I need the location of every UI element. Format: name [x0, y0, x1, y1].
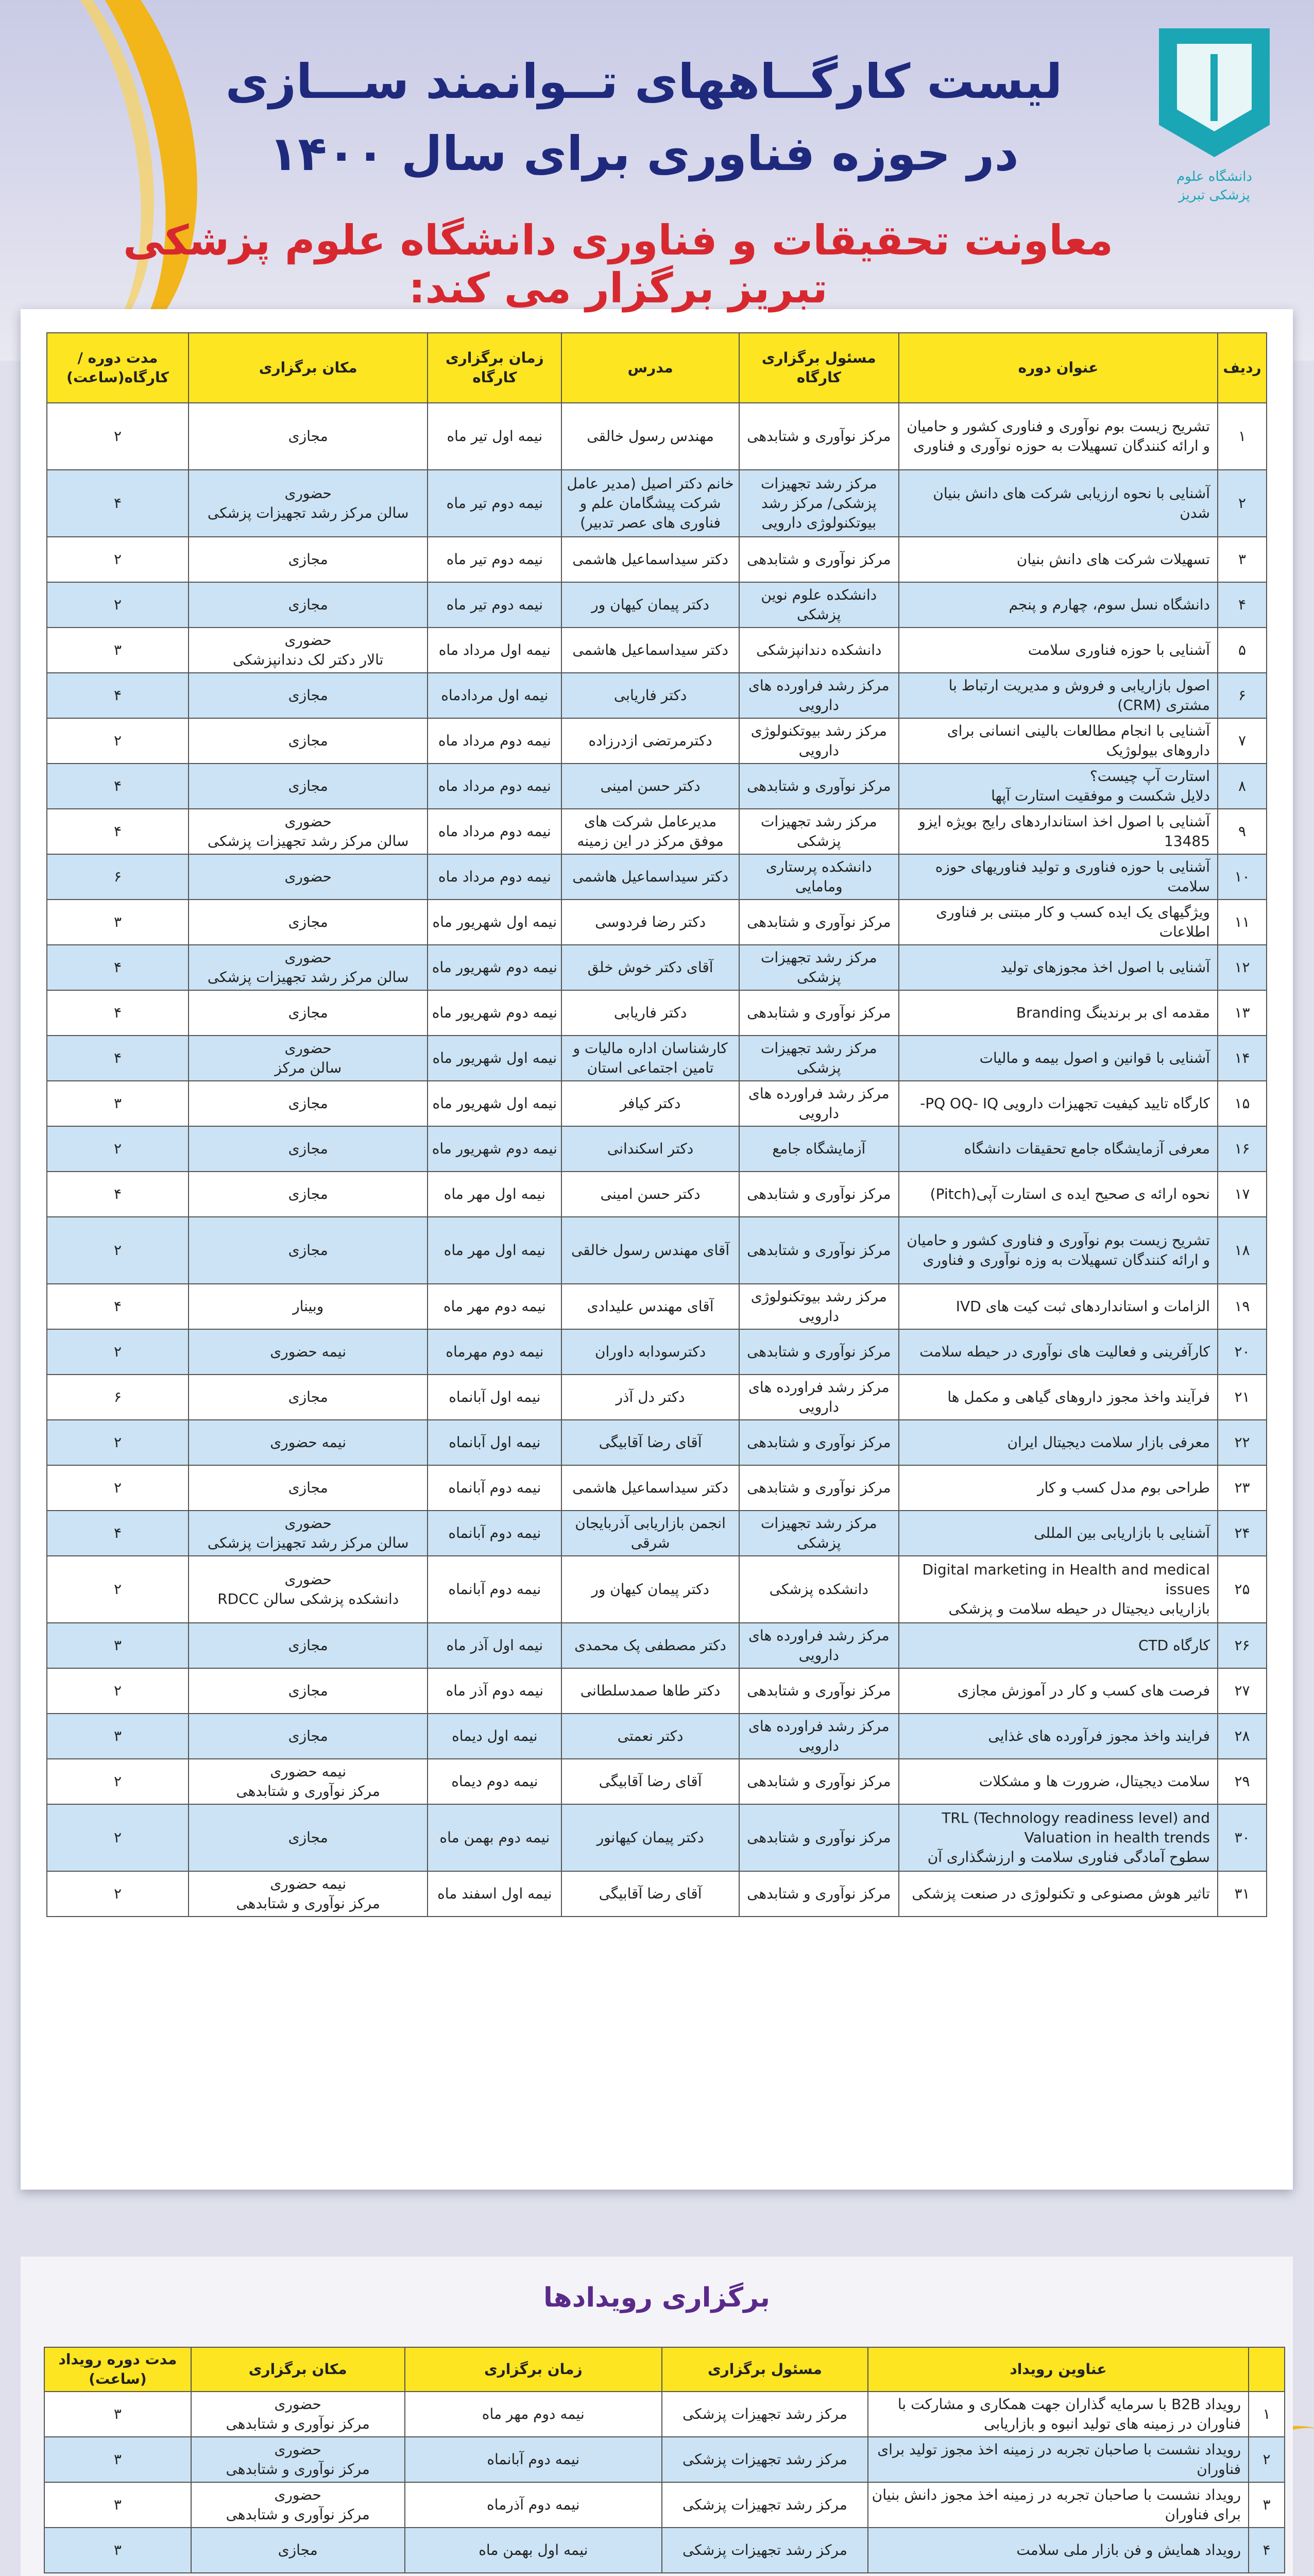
- events-title: برگزاری رویدادها: [543, 2282, 770, 2313]
- cell-location: حضوری مرکز نوآوری و شتابدهی: [191, 2392, 405, 2437]
- cell-row-number: ۳۱: [1218, 1871, 1267, 1917]
- cell-date: نیمه دوم آبانماه: [428, 1465, 561, 1511]
- cell-course-title: فرایند واخذ مجوز فرآورده های غذایی: [899, 1714, 1218, 1759]
- cell-date: نیمه اول مرداد ماه: [428, 628, 561, 673]
- cell-location: حضوری سالن مرکز: [189, 1036, 428, 1081]
- table-row: [47, 809, 1267, 854]
- table-row: [47, 1623, 1267, 1668]
- cell-duration: ۲: [47, 1217, 189, 1284]
- cell-location: مجازی: [189, 1172, 428, 1217]
- table-row: [44, 2528, 1285, 2573]
- cell-row-number: ۴: [1218, 582, 1267, 628]
- cell-instructor: دکتر رضا فردوسی: [561, 900, 739, 945]
- cell-organizer: مرکز نوآوری و شتابدهی: [739, 403, 899, 470]
- cell-row-number: ۷: [1218, 718, 1267, 764]
- cell-event-title: رویداد نشست با صاحبان تجربه در زمینه اخذ مجوز دانش بنیان برای فناوران: [868, 2482, 1249, 2528]
- cell-event-title: رویداد B2B با سرمایه گذاران جهت همکاری و مشارکت با فناوران در زمینه های تولید انبوه و بازاریابی: [868, 2392, 1249, 2437]
- cell-course-title: الزامات و استانداردهای ثبت کیت های IVD: [899, 1284, 1218, 1329]
- cell-row-number: ۱۱: [1218, 900, 1267, 945]
- cell-date: نیمه دوم مهر ماه: [405, 2392, 662, 2437]
- cell-organizer: مرکز رشد فراورده های دارویی: [739, 673, 899, 718]
- cell-date: نیمه دوم شهریور ماه: [428, 1126, 561, 1172]
- cell-location: مجازی: [191, 2528, 405, 2573]
- cell-row-number: ۲۴: [1218, 1511, 1267, 1556]
- cell-instructor: آقای مهندس رسول خالقی: [561, 1217, 739, 1284]
- cell-date: نیمه اول شهریور ماه: [428, 1081, 561, 1126]
- cell-row-number: ۲۱: [1218, 1375, 1267, 1420]
- cell-event-title: رویداد همایش و فن بازار ملی سلامت: [868, 2528, 1249, 2573]
- cell-date: نیمه اول شهریور ماه: [428, 900, 561, 945]
- cell-organizer: مرکز رشد فراورده های دارویی: [739, 1081, 899, 1126]
- cell-location: حضوری: [189, 854, 428, 900]
- cell-date: نیمه دوم مرداد ماه: [428, 718, 561, 764]
- cell-date: نیمه دوم شهریور ماه: [428, 990, 561, 1036]
- cell-instructor: دکتر سیداسماعیل هاشمی: [561, 1465, 739, 1511]
- cell-location: نیمه حضوری: [189, 1329, 428, 1375]
- cell-location: حضوری مرکز نوآوری و شتابدهی: [191, 2482, 405, 2528]
- table-row: [47, 1036, 1267, 1081]
- cell-duration: ۲: [47, 537, 189, 582]
- cell-location: مجازی: [189, 1804, 428, 1871]
- cell-course-title: تشریح زیست بوم نوآوری و فناوری کشور و حامیان و ارائه کنندگان تسهیلات به وزه نوآوری و فناوری: [899, 1217, 1218, 1284]
- caduceus-icon: [1210, 54, 1218, 121]
- cell-duration: ۴: [47, 809, 189, 854]
- cell-organizer: مرکز نوآوری و شتابدهی: [739, 1804, 899, 1871]
- cell-organizer: مرکز نوآوری و شتابدهی: [739, 1217, 899, 1284]
- cell-location: حضوری تالار دکتر لک دندانپزشکی: [189, 628, 428, 673]
- cell-location: مجازی: [189, 1375, 428, 1420]
- cell-duration: ۶: [47, 854, 189, 900]
- cell-instructor: آقای رضا آقابیگی: [561, 1871, 739, 1917]
- cell-location: حضوری سالن مرکز رشد تجهیزات پزشکی: [189, 809, 428, 854]
- events-table: [44, 2347, 1285, 2573]
- cell-row-number: ۳: [1218, 537, 1267, 582]
- cell-row-number: ۲۵: [1218, 1556, 1267, 1623]
- cell-organizer: مرکز رشد تجهیزات پزشکی: [739, 1036, 899, 1081]
- cell-instructor: مهندس رسول خالقی: [561, 403, 739, 470]
- cell-course-title: معرفی آزمایشگاه جامع تحقیقات دانشگاه: [899, 1126, 1218, 1172]
- column-header-event-title: عناوین رویداد: [868, 2347, 1249, 2392]
- table-row: [47, 1714, 1267, 1759]
- cell-course-title: فرآیند واخذ مجوز داروهای گیاهی و مکمل ها: [899, 1375, 1218, 1420]
- cell-course-title: TRL (Technology readiness level) and Valuation in health trends سطوح آمادگی فناوری سلامت و ارزشگذاری آن: [899, 1804, 1218, 1871]
- cell-instructor: دکتر اسکندانی: [561, 1126, 739, 1172]
- cell-duration: ۳: [47, 900, 189, 945]
- cell-duration: ۳: [44, 2437, 191, 2482]
- cell-instructor: دکتر کیافر: [561, 1081, 739, 1126]
- cell-date: نیمه دوم آذرماه: [405, 2482, 662, 2528]
- cell-date: نیمه دوم تیر ماه: [428, 582, 561, 628]
- cell-date: نیمه دوم مرداد ماه: [428, 809, 561, 854]
- cell-organizer: مرکز نوآوری و شتابدهی: [739, 1759, 899, 1804]
- cell-date: نیمه دوم بهمن ماه: [428, 1804, 561, 1871]
- cell-duration: ۴: [47, 1511, 189, 1556]
- table-row: [47, 1217, 1267, 1284]
- cell-instructor: انجمن بازاریابی آذربایجان شرقی: [561, 1511, 739, 1556]
- cell-date: نیمه دوم آبانماه: [428, 1511, 561, 1556]
- cell-instructor: دکترسودابه داوران: [561, 1329, 739, 1375]
- cell-organizer: مرکز نوآوری و شتابدهی: [739, 900, 899, 945]
- cell-organizer: مرکز رشد فراورده های دارویی: [739, 1375, 899, 1420]
- table-row: [47, 582, 1267, 628]
- cell-course-title: معرفی بازار سلامت دیجیتال ایران: [899, 1420, 1218, 1465]
- cell-location: مجازی: [189, 1623, 428, 1668]
- cell-row-number: ۱۷: [1218, 1172, 1267, 1217]
- cell-row-number: ۲۷: [1218, 1668, 1267, 1714]
- cell-course-title: کارآفرینی و فعالیت های نوآوری در حیطه سلامت: [899, 1329, 1218, 1375]
- table-row: [47, 1511, 1267, 1556]
- cell-location: حضوری سالن مرکز رشد تجهیزات پزشکی: [189, 1511, 428, 1556]
- cell-date: نیمه دوم مهرماه: [428, 1329, 561, 1375]
- cell-instructor: دکتر سیداسماعیل هاشمی: [561, 537, 739, 582]
- cell-row-number: ۲: [1218, 470, 1267, 537]
- cell-duration: ۴: [47, 1284, 189, 1329]
- cell-course-title: کارگاه تایید کیفیت تجهیزات دارویی PQ OQ- IQ-: [899, 1081, 1218, 1126]
- cell-location: مجازی: [189, 582, 428, 628]
- cell-duration: ۲: [47, 403, 189, 470]
- cell-organizer: دانشکده علوم نوین پزشکی: [739, 582, 899, 628]
- cell-date: نیمه اول مهر ماه: [428, 1217, 561, 1284]
- workshops-table: [46, 332, 1267, 1917]
- cell-date: نیمه دوم آبانماه: [405, 2437, 662, 2482]
- cell-duration: ۲: [47, 1126, 189, 1172]
- cell-duration: ۲: [47, 1329, 189, 1375]
- cell-duration: ۳: [44, 2482, 191, 2528]
- cell-duration: ۴: [47, 470, 189, 537]
- cell-location: مجازی: [189, 1714, 428, 1759]
- cell-row-number: ۱۴: [1218, 1036, 1267, 1081]
- cell-course-title: آشنایی با حوزه فناوری سلامت: [899, 628, 1218, 673]
- table-row: [47, 1804, 1267, 1871]
- cell-instructor: دکتر سیداسماعیل هاشمی: [561, 854, 739, 900]
- cell-organizer: دانشکده دندانپزشکی: [739, 628, 899, 673]
- cell-duration: ۳: [47, 1714, 189, 1759]
- cell-location: مجازی: [189, 1081, 428, 1126]
- cell-event-title: رویداد نشست با صاحبان تجربه در زمینه اخذ مجوز تولید برای فناوران: [868, 2437, 1249, 2482]
- cell-instructor: دکتر نعمتی: [561, 1714, 739, 1759]
- cell-organizer: مرکز نوآوری و شتابدهی: [739, 1172, 899, 1217]
- cell-instructor: دکتر پیمان کیهان ور: [561, 582, 739, 628]
- cell-location: مجازی: [189, 1126, 428, 1172]
- table-row: [47, 403, 1267, 470]
- table-row: [44, 2437, 1285, 2482]
- cell-row-number: ۳: [1249, 2482, 1285, 2528]
- cell-duration: ۲: [47, 1465, 189, 1511]
- cell-date: نیمه اول آذر ماه: [428, 1623, 561, 1668]
- column-header-row-number: ردیف: [1218, 333, 1267, 403]
- table-row: [47, 1329, 1267, 1375]
- cell-duration: ۴: [47, 764, 189, 809]
- cell-duration: ۲: [47, 1804, 189, 1871]
- cell-location: حضوری سالن مرکز رشد تجهیزات پزشکی: [189, 470, 428, 537]
- table-row: [47, 718, 1267, 764]
- cell-organizer: مرکز رشد فراورده های دارویی: [739, 1714, 899, 1759]
- cell-instructor: دکتر مصطفی پک محمدی: [561, 1623, 739, 1668]
- cell-date: نیمه دوم مرداد ماه: [428, 854, 561, 900]
- cell-instructor: دکتر پیمان کیهان ور: [561, 1556, 739, 1623]
- cell-organizer: مرکز نوآوری و شتابدهی: [739, 1668, 899, 1714]
- table-row: [47, 945, 1267, 990]
- table-row: [47, 854, 1267, 900]
- cell-row-number: ۸: [1218, 764, 1267, 809]
- cell-instructor: آقای رضا آقابیگی: [561, 1420, 739, 1465]
- cell-organizer: مرکز نوآوری و شتابدهی: [739, 1329, 899, 1375]
- cell-organizer: مرکز نوآوری و شتابدهی: [739, 990, 899, 1036]
- cell-course-title: تاثیر هوش مصنوعی و تکنولوژی در صنعت پزشکی: [899, 1871, 1218, 1917]
- cell-organizer: مرکز نوآوری و شتابدهی: [739, 1420, 899, 1465]
- cell-row-number: ۲۰: [1218, 1329, 1267, 1375]
- cell-location: مجازی: [189, 764, 428, 809]
- cell-location: مجازی: [189, 1465, 428, 1511]
- table-row: [47, 764, 1267, 809]
- table-row: [44, 2482, 1285, 2528]
- cell-course-title: آشنایی با حوزه فناوری و تولید فناوریهای حوزه سلامت: [899, 854, 1218, 900]
- cell-organizer: دانشکده پزشکی: [739, 1556, 899, 1623]
- cell-instructor: خانم دکتر اصیل (مدیر عامل شرکت پیشگامان علم و فناوری های عصر تدبیر): [561, 470, 739, 537]
- table-row: [47, 1420, 1267, 1465]
- cell-duration: ۴: [47, 945, 189, 990]
- cell-course-title: آشنایی با اصول اخذ استانداردهای رایج بویژه ایزو 13485: [899, 809, 1218, 854]
- cell-date: نیمه دوم تیر ماه: [428, 537, 561, 582]
- cell-duration: ۲: [47, 1556, 189, 1623]
- cell-location: نیمه حضوری مرکز نوآوری و شتابدهی: [189, 1759, 428, 1804]
- column-header-duration: مدت دوره /کارگاه(ساعت): [47, 333, 189, 403]
- cell-instructor: دکتر طاها صمدسلطانی: [561, 1668, 739, 1714]
- cell-organizer: مرکز رشد فراورده های دارویی: [739, 1623, 899, 1668]
- cell-course-title: طراحی بوم مدل کسب و کار: [899, 1465, 1218, 1511]
- cell-course-title: تسهیلات شرکت های دانش بنیان: [899, 537, 1218, 582]
- cell-location: حضوری مرکز نوآوری و شتابدهی: [191, 2437, 405, 2482]
- cell-date: نیمه اول مردادماه: [428, 673, 561, 718]
- cell-date: نیمه دوم تیر ماه: [428, 470, 561, 537]
- cell-instructor: دکترمرتضی ازدرزاده: [561, 718, 739, 764]
- cell-row-number: ۱۶: [1218, 1126, 1267, 1172]
- cell-row-number: ۱۵: [1218, 1081, 1267, 1126]
- cell-organizer: مرکز نوآوری و شتابدهی: [739, 1465, 899, 1511]
- cell-course-title: آشنایی با نحوه ارزیابی شرکت های دانش بنیان شدن: [899, 470, 1218, 537]
- cell-organizer: مرکز رشد تجهیزات پزشکی: [662, 2392, 868, 2437]
- column-header-date: زمان برگزاری: [405, 2347, 662, 2392]
- cell-location: مجازی: [189, 1217, 428, 1284]
- cell-location: مجازی: [189, 537, 428, 582]
- cell-duration: ۴: [47, 1172, 189, 1217]
- cell-row-number: ۲۲: [1218, 1420, 1267, 1465]
- cell-organizer: مرکز رشد تجهیزات پزشکی: [662, 2528, 868, 2573]
- column-header-location: مکان برگزاری: [189, 333, 428, 403]
- table-row: [47, 537, 1267, 582]
- cell-date: نیمه اول آبانماه: [428, 1420, 561, 1465]
- cell-location: نیمه حضوری: [189, 1420, 428, 1465]
- column-header-row-number: [1249, 2347, 1285, 2392]
- cell-row-number: ۶: [1218, 673, 1267, 718]
- cell-duration: ۴: [47, 1036, 189, 1081]
- cell-duration: ۲: [47, 582, 189, 628]
- cell-row-number: ۳۰: [1218, 1804, 1267, 1871]
- cell-row-number: ۱۰: [1218, 854, 1267, 900]
- cell-duration: ۲: [47, 1759, 189, 1804]
- cell-duration: ۳: [47, 628, 189, 673]
- table-row: [47, 1172, 1267, 1217]
- cell-location: مجازی: [189, 990, 428, 1036]
- cell-row-number: ۲۸: [1218, 1714, 1267, 1759]
- cell-date: نیمه دوم آبانماه: [428, 1556, 561, 1623]
- cell-instructor: دکتر دل آذر: [561, 1375, 739, 1420]
- column-header-organizer: مسئول برگزاری: [662, 2347, 868, 2392]
- cell-course-title: استارت آپ چیست؟ دلایل شکست و موفقیت استارت آپها: [899, 764, 1218, 809]
- cell-date: نیمه دوم آذر ماه: [428, 1668, 561, 1714]
- cell-date: نیمه اول شهریور ماه: [428, 1036, 561, 1081]
- cell-instructor: مدیرعامل شرکت های موفق مرکز در این زمینه: [561, 809, 739, 854]
- column-header-location: مکان برگزاری: [191, 2347, 405, 2392]
- cell-organizer: مرکز رشد بیوتکنولوژی دارویی: [739, 1284, 899, 1329]
- cell-duration: ۴: [47, 673, 189, 718]
- column-header-organizer: مسئول برگزاری کارگاه: [739, 333, 899, 403]
- cell-location: مجازی: [189, 403, 428, 470]
- university-logo: [1159, 28, 1270, 214]
- cell-organizer: آزمایشگاه جامع: [739, 1126, 899, 1172]
- cell-instructor: آقای دکتر خوش خلق: [561, 945, 739, 990]
- table-row: [47, 1668, 1267, 1714]
- cell-organizer: مرکز نوآوری و شتابدهی: [739, 537, 899, 582]
- cell-course-title: کارگاه CTD: [899, 1623, 1218, 1668]
- cell-date: نیمه دوم دیماه: [428, 1759, 561, 1804]
- cell-duration: ۴: [47, 990, 189, 1036]
- cell-organizer: مرکز رشد تجهیزات پزشکی: [739, 809, 899, 854]
- cell-course-title: آشنایی با قوانین و اصول بیمه و مالیات: [899, 1036, 1218, 1081]
- cell-date: نیمه اول تیر ماه: [428, 403, 561, 470]
- page-subtitle: معاونت تحقیقات و فناوری دانشگاه علوم پزشکی تبریز برگزار می کند:: [123, 216, 1113, 312]
- cell-instructor: آقای رضا آقابیگی: [561, 1759, 739, 1804]
- cell-organizer: مرکز رشد تجهیزات پزشکی: [662, 2437, 868, 2482]
- column-header-course-title: عنوان دوره: [899, 333, 1218, 403]
- cell-organizer: مرکز نوآوری و شتابدهی: [739, 764, 899, 809]
- table-row: [47, 673, 1267, 718]
- table-row: [47, 1081, 1267, 1126]
- table-row: [47, 470, 1267, 537]
- cell-instructor: کارشناسان اداره مالیات و تامین اجتماعی استان: [561, 1036, 739, 1081]
- cell-location: مجازی: [189, 900, 428, 945]
- cell-duration: ۲: [47, 718, 189, 764]
- cell-location: مجازی: [189, 1668, 428, 1714]
- cell-course-title: Digital marketing in Health and medical issues بازاریابی دیجیتال در حیطه سلامت و پزشکی: [899, 1556, 1218, 1623]
- cell-instructor: دکتر فاریابی: [561, 673, 739, 718]
- cell-course-title: ویژگیهای یک ایده کسب و کار مبتنی بر فناوری اطلاعات: [899, 900, 1218, 945]
- cell-organizer: مرکز رشد تجهیزات پزشکی/ مرکز رشد بیوتکنولوژی دارویی: [739, 470, 899, 537]
- cell-row-number: ۲۹: [1218, 1759, 1267, 1804]
- table-row: [47, 1759, 1267, 1804]
- cell-row-number: ۲۳: [1218, 1465, 1267, 1511]
- cell-row-number: ۲۶: [1218, 1623, 1267, 1668]
- cell-instructor: آقای مهندس علیدادی: [561, 1284, 739, 1329]
- table-row: [47, 1126, 1267, 1172]
- cell-organizer: مرکز رشد تجهیزات پزشکی: [739, 945, 899, 990]
- cell-row-number: ۱: [1249, 2392, 1285, 2437]
- cell-date: نیمه اول اسفند ماه: [428, 1871, 561, 1917]
- cell-course-title: تشریح زیست بوم نوآوری و فناوری کشور و حامیان و ارائه کنندگان تسهیلات به حوزه نوآوری و فناوری: [899, 403, 1218, 470]
- cell-instructor: دکتر فاریابی: [561, 990, 739, 1036]
- cell-row-number: ۱۹: [1218, 1284, 1267, 1329]
- page-title: لیست کارگــاههای تــوانمند ســـازی: [225, 54, 1063, 109]
- cell-duration: ۳: [44, 2528, 191, 2573]
- cell-date: نیمه اول دیماه: [428, 1714, 561, 1759]
- table-row: [47, 1465, 1267, 1511]
- cell-duration: ۳: [47, 1081, 189, 1126]
- cell-instructor: دکتر پیمان کیهانور: [561, 1804, 739, 1871]
- cell-course-title: آشنایی با انجام مطالعات بالینی انسانی برای داروهای بیولوژیک: [899, 718, 1218, 764]
- cell-course-title: سلامت دیجیتال، ضرورت ها و مشکلات: [899, 1759, 1218, 1804]
- cell-duration: ۶: [47, 1375, 189, 1420]
- cell-instructor: دکتر حسن امینی: [561, 1172, 739, 1217]
- cell-location: نیمه حضوری مرکز نوآوری و شتابدهی: [189, 1871, 428, 1917]
- table-row: [47, 1556, 1267, 1623]
- cell-organizer: مرکز رشد تجهیزات پزشکی: [739, 1511, 899, 1556]
- cell-location: مجازی: [189, 673, 428, 718]
- cell-row-number: ۵: [1218, 628, 1267, 673]
- cell-row-number: ۱۸: [1218, 1217, 1267, 1284]
- cell-organizer: مرکز نوآوری و شتابدهی: [739, 1871, 899, 1917]
- cell-location: مجازی: [189, 718, 428, 764]
- cell-instructor: دکتر سیداسماعیل هاشمی: [561, 628, 739, 673]
- cell-duration: ۲: [47, 1420, 189, 1465]
- cell-row-number: ۲: [1249, 2437, 1285, 2482]
- cell-row-number: ۱۲: [1218, 945, 1267, 990]
- cell-date: نیمه دوم مهر ماه: [428, 1284, 561, 1329]
- cell-row-number: ۹: [1218, 809, 1267, 854]
- page-title-line2: در حوزه فناوری برای سال ۱۴۰۰: [269, 126, 1019, 181]
- cell-date: نیمه دوم شهریور ماه: [428, 945, 561, 990]
- column-header-date: زمان برگزاری کارگاه: [428, 333, 561, 403]
- column-header-instructor: مدرس: [561, 333, 739, 403]
- cell-course-title: نحوه ارائه ی صحیح ایده ی استارت آپی(Pitch): [899, 1172, 1218, 1217]
- cell-course-title: دانشگاه نسل سوم، چهارم و پنجم: [899, 582, 1218, 628]
- cell-date: نیمه اول آبانماه: [428, 1375, 561, 1420]
- cell-date: نیمه دوم مرداد ماه: [428, 764, 561, 809]
- cell-duration: ۳: [47, 1623, 189, 1668]
- cell-organizer: دانشکده پرستاری ومامایی: [739, 854, 899, 900]
- cell-course-title: آشنایی با بازاریابی بین المللی: [899, 1511, 1218, 1556]
- column-header-duration: مدت دوره رویداد (ساعت): [44, 2347, 191, 2392]
- cell-date: نیمه اول مهر ماه: [428, 1172, 561, 1217]
- cell-location: حضوری دانشکده پزشکی سالن RDCC: [189, 1556, 428, 1623]
- table-row: [44, 2392, 1285, 2437]
- cell-date: نیمه اول بهمن ماه: [405, 2528, 662, 2573]
- cell-duration: ۲: [47, 1668, 189, 1714]
- table-row: [47, 990, 1267, 1036]
- table-row: [47, 900, 1267, 945]
- table-row: [47, 1284, 1267, 1329]
- table-row: [47, 1871, 1267, 1917]
- cell-course-title: مقدمه ای بر برندینگ Branding: [899, 990, 1218, 1036]
- table-row: [47, 628, 1267, 673]
- cell-organizer: مرکز رشد بیوتکنولوژی دارویی: [739, 718, 899, 764]
- cell-duration: ۳: [44, 2392, 191, 2437]
- cell-instructor: دکتر حسن امینی: [561, 764, 739, 809]
- cell-course-title: آشنایی با اصول اخذ مجوزهای تولید: [899, 945, 1218, 990]
- cell-course-title: اصول بازاریابی و فروش و مدیریت ارتباط با مشتری (CRM): [899, 673, 1218, 718]
- cell-location: وبینار: [189, 1284, 428, 1329]
- cell-course-title: فرصت های کسب و کار در آموزش مجازی: [899, 1668, 1218, 1714]
- cell-location: حضوری سالن مرکز رشد تجهیزات پزشکی: [189, 945, 428, 990]
- cell-row-number: ۴: [1249, 2528, 1285, 2573]
- table-row: [47, 1375, 1267, 1420]
- cell-organizer: مرکز رشد تجهیزات پزشکی: [662, 2482, 868, 2528]
- cell-row-number: ۱۳: [1218, 990, 1267, 1036]
- cell-row-number: ۱: [1218, 403, 1267, 470]
- cell-duration: ۲: [47, 1871, 189, 1917]
- logo-caption: دانشگاه علوم پزشکی تبریز: [1176, 169, 1253, 203]
